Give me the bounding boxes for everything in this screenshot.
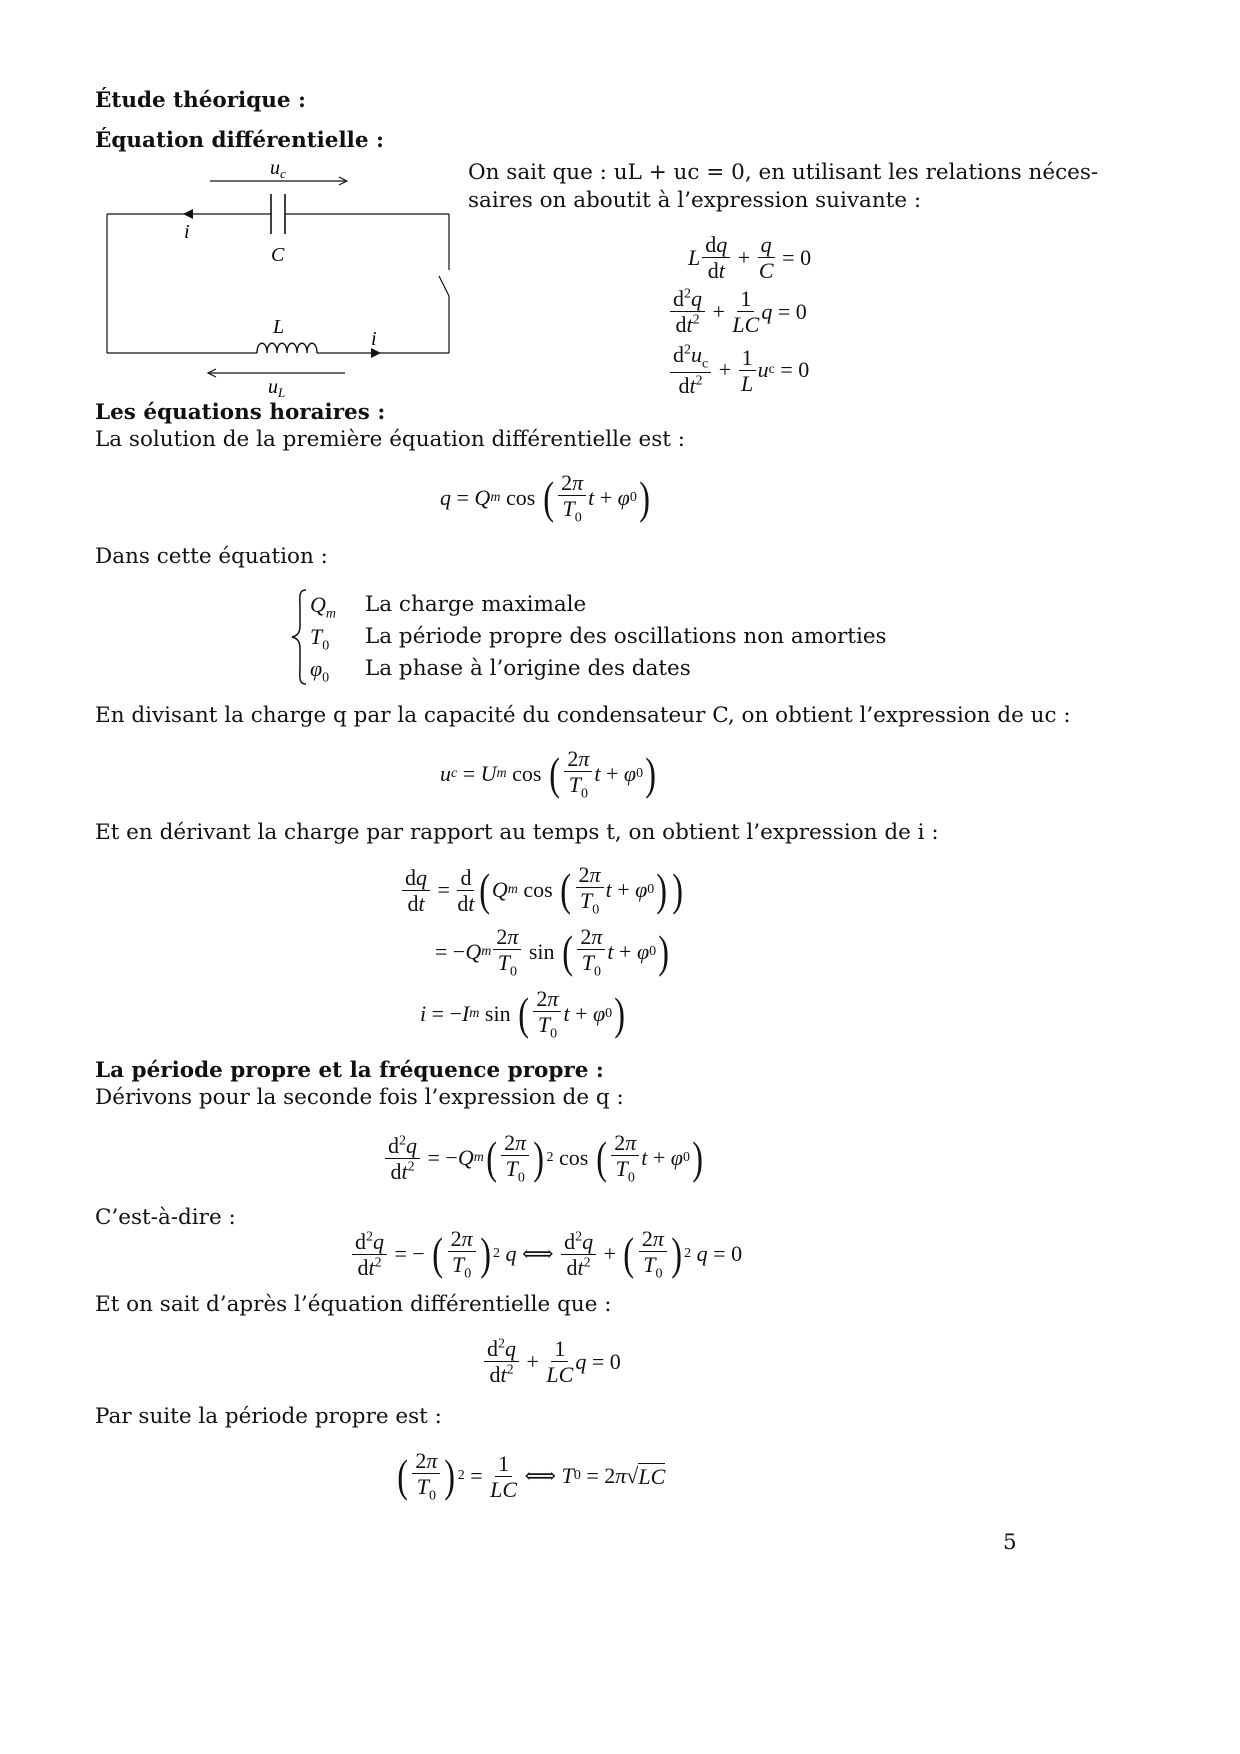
heading-equation-differentielle: Équation différentielle :: [95, 128, 384, 153]
i-top-label: i: [184, 221, 190, 243]
text-solution: La solution de la première équation différentielle est :: [95, 427, 686, 452]
equation-diff-3: $\frac{d^2u_c}{dt^2}$ + $\frac{1}{L}$ u c = 0: [668, 342, 809, 399]
intro-line-1: On sait que : uL + uc = 0, en utilisant les relations néces-: [468, 160, 1099, 185]
text-on-sait: Et on sait d’après l’équation différentielle que :: [95, 1292, 612, 1317]
equation-period: ( $\frac{2\pi}{T_0}$ ) 2 = $\frac{1}{LC}$ ⟺ T 0 = 2 π √ LC: [397, 1448, 666, 1504]
current-arrow-top-icon: [183, 209, 193, 219]
switch: [439, 276, 449, 296]
intro-line-2: saires on aboutit à l’expression suivante :: [468, 188, 922, 213]
equation-equivalence: $\frac{d^2q}{dt^2}$ = − ( $\frac{2\pi}{T_0}$ ) 2 q ⟺ $\frac{d^2q}{dt^2}$ + ( $\frac{2\pi}{T_0}$ ) 2 q = 0: [350, 1226, 742, 1283]
equation-diff-2: $\frac{d^2q}{dt^2}$ + $\frac{1}{LC}$ q = 0: [668, 286, 807, 338]
uc-label: $u_c$: [270, 157, 286, 181]
text-derivons: Dérivons pour la seconde fois l’expression de q :: [95, 1085, 624, 1110]
def-symbol-phi0: $\varphi_0$: [310, 656, 330, 686]
def-desc-Qm: La charge maximale: [365, 592, 587, 617]
heading-periode-propre: La période propre et la fréquence propre :: [95, 1058, 604, 1083]
text-cest-a-dire: C’est-à-dire :: [95, 1205, 236, 1230]
page-number: 5: [1003, 1530, 1017, 1555]
equation-dq-dt-1: $\frac{dq}{dt}$ = $\frac{d}{dt}$ ( Q m cos ( $\frac{2\pi}{T_0}$ t + φ 0 ) ): [400, 862, 685, 919]
equation-q-solution: q = Q m cos ( $\frac{2\pi}{T_0}$ t + φ 0 ): [440, 470, 650, 526]
L-label: L: [273, 316, 285, 338]
equation-d2q-dt2: $\frac{d^2q}{dt^2}$ = − Q m ( $\frac{2\pi}{T_0}$ ) 2 cos ( $\frac{2\pi}{T_0}$ t + φ 0 ): [383, 1130, 705, 1187]
text-dans-cette-equation: Dans cette équation :: [95, 544, 328, 569]
def-symbol-Qm: $Q_m$: [310, 592, 337, 622]
left-brace-icon: [290, 588, 310, 686]
equation-diff-1: L $\frac{dq}{dt}$ + $\frac{q}{C}$ = 0: [688, 232, 812, 284]
heading-equations-horaires: Les équations horaires :: [95, 400, 386, 425]
equation-uc-solution: u c = U m cos ( $\frac{2\pi}{T_0}$ t + φ 0 ): [440, 746, 657, 802]
text-derivant: Et en dérivant la charge par rapport au temps t, on obtient l’expression de i :: [95, 820, 939, 845]
equation-diff-recall: $\frac{d^2q}{dt^2}$ + $\frac{1}{LC}$ q = 0: [482, 1336, 621, 1388]
def-desc-phi0: La phase à l’origine des dates: [365, 656, 691, 681]
text-divisant: En divisant la charge q par la capacité du condensateur C, on obtient l’expression de uc :: [95, 703, 1071, 728]
i-bottom-label: i: [371, 328, 377, 350]
uL-label: $u_L$: [268, 376, 286, 400]
equation-dq-dt-2: = − Q m $\frac{2\pi}{T_0}$ sin ( $\frac{2\pi}{T_0}$ t + φ 0 ): [435, 924, 670, 980]
equation-i-solution: i = − I m sin ( $\frac{2\pi}{T_0}$ t + φ 0 ): [420, 986, 626, 1042]
inductor-coil: [257, 343, 317, 353]
C-label: C: [271, 244, 285, 266]
text-par-suite: Par suite la période propre est :: [95, 1404, 442, 1429]
lc-circuit-diagram: [95, 150, 465, 400]
def-symbol-T0: $T_0$: [310, 624, 330, 654]
def-desc-T0: La période propre des oscillations non amorties: [365, 624, 887, 649]
heading-etude-theorique: Étude théorique :: [95, 88, 306, 113]
